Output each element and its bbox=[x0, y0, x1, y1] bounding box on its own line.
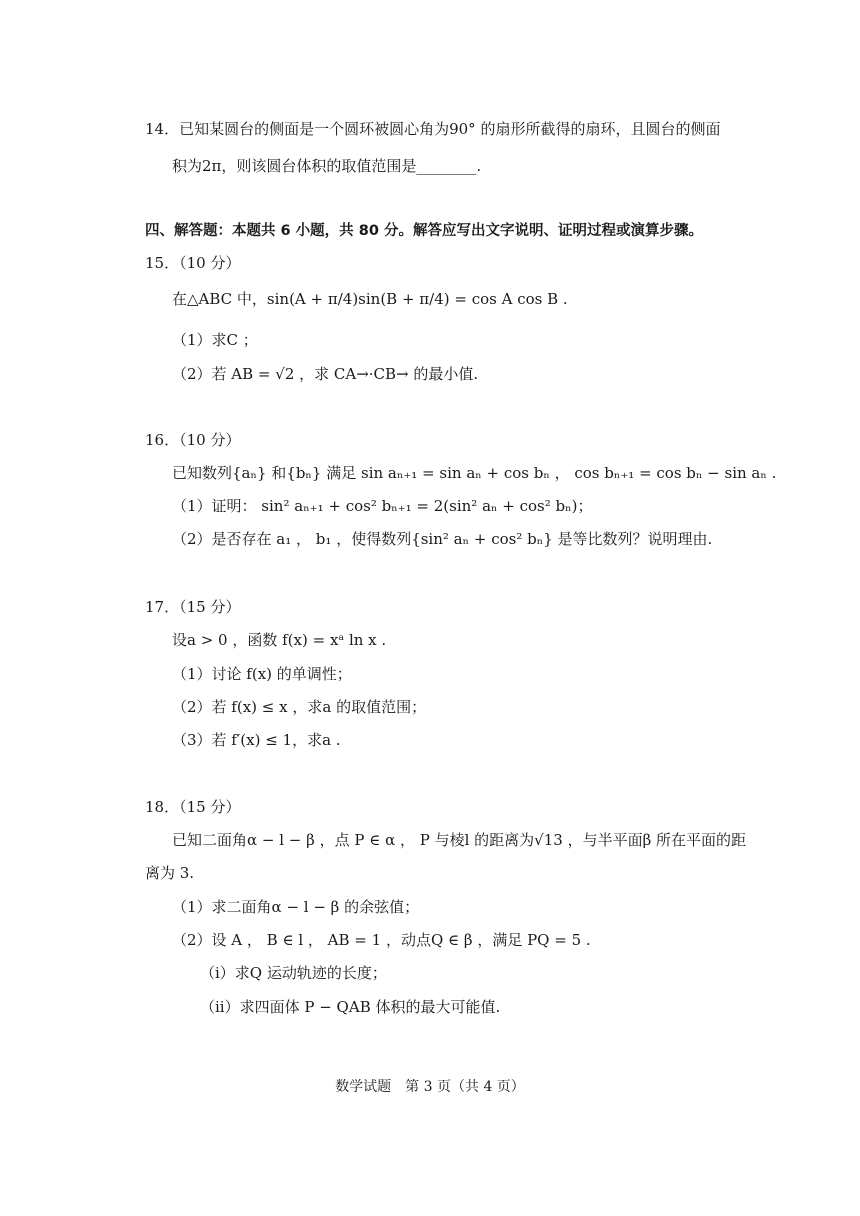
q17-stem: 设a > 0 ，函数 f(x) = xᵃ ln x . bbox=[172, 631, 387, 649]
q17-part2: （2）若 f(x) ≤ x ，求a 的取值范围； bbox=[172, 698, 427, 716]
q14-line2: 积为2π，则该圆台体积的取值范围是________. bbox=[172, 157, 482, 175]
q18-head: 18．（15 分） bbox=[145, 798, 241, 816]
q16-part1: （1）证明： sin² aₙ₊₁ + cos² bₙ₊₁ = 2(sin² aₙ + cos² bₙ)； bbox=[172, 497, 593, 515]
q15-stem: 在△ABC 中，sin(A + π/4)sin(B + π/4) = cos A cos B . bbox=[172, 290, 568, 308]
q18-part2-ii: （ii）求四面体 P − QAB 体积的最大可能值. bbox=[200, 998, 501, 1016]
q17-part3: （3）若 f′(x) ≤ 1，求a . bbox=[172, 731, 341, 749]
section-heading: 四、解答题：本题共 6 小题，共 80 分。解答应写出文字说明、证明过程或演算步骤。 bbox=[145, 223, 703, 239]
q15-head: 15．（10 分） bbox=[145, 254, 241, 272]
q15-part2: （2）若 AB = √2 ，求 CA→·CB→ 的最小值. bbox=[172, 365, 479, 383]
q17-head: 17．（15 分） bbox=[145, 598, 241, 616]
q18-part2-i: （i）求Q 运动轨迹的长度； bbox=[200, 964, 387, 982]
q15-part1: （1）求C ； bbox=[172, 331, 258, 349]
q16-head: 16．（10 分） bbox=[145, 431, 241, 449]
q16-stem: 已知数列{aₙ} 和{bₙ} 满足 sin aₙ₊₁ = sin aₙ + cos bₙ ， cos bₙ₊₁ = cos bₙ − sin aₙ . bbox=[172, 464, 777, 482]
q18-part2: （2）设 A ， B ∈ l ， AB = 1 ，动点Q ∈ β ，满足 PQ = 5 . bbox=[172, 931, 591, 949]
q16-part2: （2）是否存在 a₁ ， b₁ ，使得数列{sin² aₙ + cos² bₙ} 是等比数列？说明理由. bbox=[172, 530, 713, 548]
page-footer: 数学试题 第 3 页（共 4 页） bbox=[335, 1079, 525, 1095]
q18-stem-line1: 已知二面角α − l − β ，点 P ∈ α ， P 与棱l 的距离为√13 ，与半平面β 所在平面的距 bbox=[172, 831, 747, 849]
q18-stem-line2: 离为 3. bbox=[145, 864, 195, 882]
q14-line1: 14．已知某圆台的侧面是一个圆环被圆心角为90° 的扇形所截得的扇环，且圆台的侧面 bbox=[145, 120, 721, 138]
q18-part1: （1）求二面角α − l − β 的余弦值； bbox=[172, 898, 420, 916]
q17-part1: （1）讨论 f(x) 的单调性； bbox=[172, 665, 352, 683]
